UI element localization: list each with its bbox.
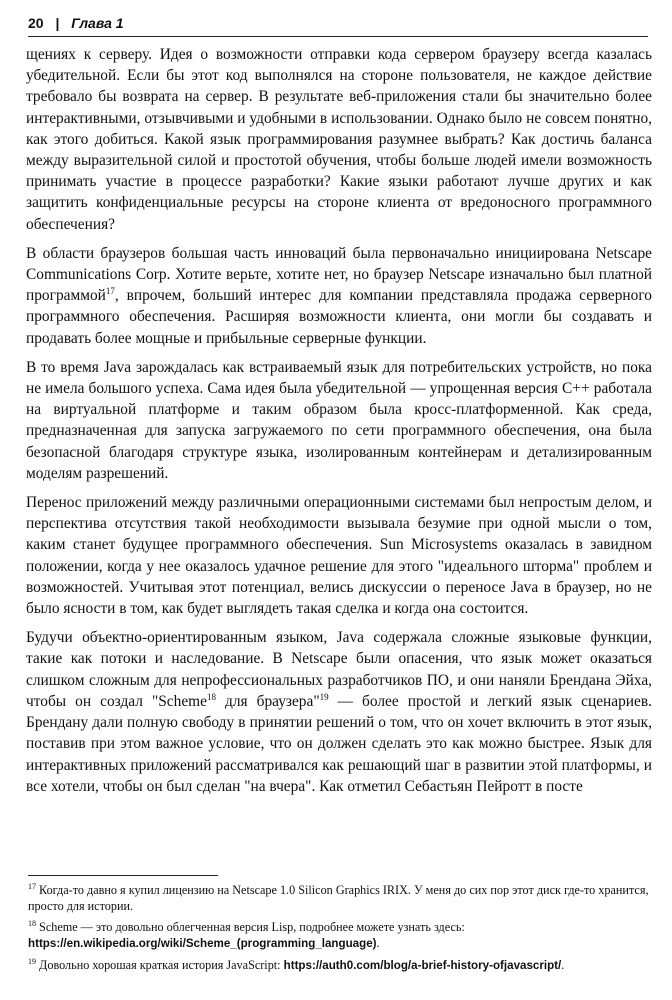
- paragraph-2: [26, 243, 652, 349]
- body-text: [26, 44, 652, 805]
- paragraph-4: [26, 492, 652, 619]
- footnote-19-link[interactable]: https://auth0.com/blog/a-brief-history-ofjavascript/: [283, 959, 562, 972]
- chapter-title: Глава 1: [71, 15, 124, 31]
- footnote-17: [28, 882, 652, 914]
- footnote-ref-17: 17: [105, 286, 115, 297]
- paragraph-1-text: щениях к серверу. Идея о возможности отправки кода сервером браузеру всегда казалась убедительной. Если бы этот код выполнялся на стороне пользователя, не каждое действие требовало бы возврата на сервер. В результате веб-приложения стали бы значительно более интерактивными, отзывчивыми и удобными в использовании. Однако было не совсем понятно, как этого добиться. Какой язык программирования разумнее выбрать? Как достичь баланса между выразительной силой и простотой обучения, чтобы больше людей имели возможность принимать участие в процессе разработки? Какие языки работают лучше других и как защитить конфиденциальные ресурсы на стороне клиента от вредоносного программного обеспечения?: [26, 46, 652, 233]
- footnote-19-text: Довольно хорошая краткая история JavaScript:: [36, 958, 284, 972]
- footnote-19-end: .: [561, 958, 565, 972]
- footnote-19: [28, 957, 652, 974]
- page-number: 20: [28, 15, 44, 31]
- paragraph-2-text-b: , впрочем, больший интерес для компании представляла продажа серверного программного обеспечения. Расширяя возможности клиента, они могли бы создавать и продавать более мощные и прибыльные серверные функции.: [26, 287, 652, 347]
- header-separator: |: [55, 15, 60, 31]
- footnote-17-text: Когда-то давно я купил лицензию на Netscape 1.0 Silicon Graphics IRIX. У меня до сих пор этот диск где-то хранится, просто для истории.: [28, 883, 649, 913]
- paragraph-2-text-a: В области браузеров большая часть инноваций была первоначально инициирована Netscape Communications Corp. Хотите верьте, хотите нет, но браузер Netscape изначально был платной программой: [26, 244, 652, 305]
- footnotes: [28, 882, 652, 979]
- footnote-ref-19: 19: [319, 691, 329, 702]
- paragraph-4-text: Перенос приложений между различными операционными системами был непростым делом, и перспектива отсутствия такой необходимости вызывала безумие при одной мысли о том, каким станет будущее программного обеспечения. Sun Microsystems оказалась в завидном положении, когда у нее оказалось удачное решение для этого "идеального шторма" проблем и возможностей. Учитывая этот потенциал, велись дискуссии о переносе Java в браузер, но не было ясности в том, как будет выглядеть такая сделка и когда она состоится.: [26, 494, 652, 618]
- footnote-19-number: 19: [28, 956, 36, 966]
- header-rule: [28, 36, 648, 37]
- footnote-rule: [28, 875, 218, 876]
- footnote-ref-18: 18: [206, 691, 216, 702]
- paragraph-5: [26, 627, 652, 797]
- paragraph-5-text-a: Будучи объектно-ориентированным языком, Java содержала сложные языковые функции, такие как потоки и наследование. В Netscape были опасения, что язык может оказаться слишком сложным для непрофессиональных разработчиков ПО, и они наняли Брендана Эйха, чтобы он создал "Scheme: [26, 629, 652, 710]
- paragraph-5-text-c: — более простой и легкий язык сценариев. Брендану дали полную свободу в принятии решений о том, что он хочет включить в этот язык, поставив при этом важное условие, что он должен сделать это как можно быстрее. Язык для интерактивных приложений рассматривался как решающий шаг в развитии этой платформы, и все хотели, чтобы он был сделан "на вчера". Как отметил Себастьян Пейротт в посте: [26, 692, 652, 795]
- footnote-18-text: Scheme — это довольно облегченная версия Lisp, подробнее можете узнать здесь:: [36, 920, 465, 934]
- paragraph-3: [26, 357, 652, 484]
- footnote-18-link[interactable]: https://en.wikipedia.org/wiki/Scheme_(programming_language): [28, 937, 377, 950]
- footnote-18-number: 18: [28, 918, 36, 928]
- footnote-18: [28, 919, 652, 952]
- paragraph-5-text-b: для браузера": [215, 692, 320, 710]
- paragraph-1: [26, 44, 652, 235]
- footnote-17-number: 17: [28, 881, 36, 891]
- running-header: [28, 12, 648, 34]
- paragraph-3-text: В то время Java зарождалась как встраиваемый язык для потребительских устройств, но пока не имела большого успеха. Сама идея была убедительной — упрощенная версия С++ работала на виртуальной платформе и таким образом была кросс-платформенной. Как среда, предназначенная для запуска загружаемого по сети программного обеспечения, она была безопасной благодаря структуре языка, изолированным контейнерам и детализированным моделям разрешений.: [26, 358, 652, 482]
- footnote-18-end: .: [376, 936, 380, 950]
